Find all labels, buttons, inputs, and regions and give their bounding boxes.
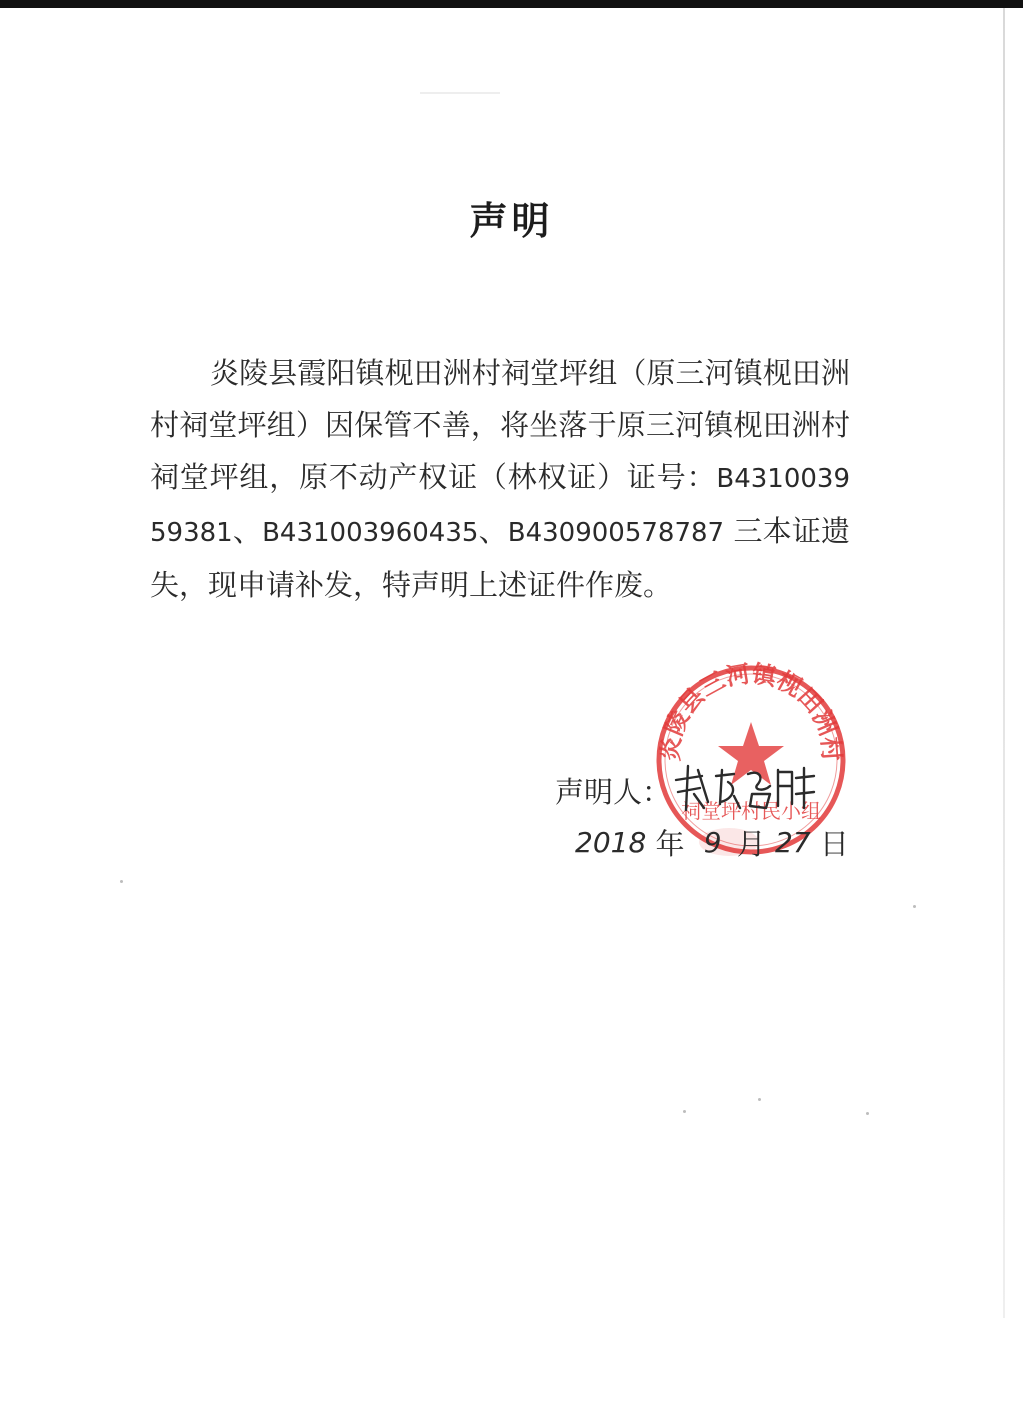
seal-outer-text: 炎陵县三河镇枧田洲村 bbox=[656, 660, 846, 762]
declaration-intro: 炎陵县霞阳镇枧田洲村祠堂坪组（原三河镇枧田洲村祠堂坪组）因保管不善，将坐落于原三河镇枧田洲村祠堂坪组，原不动产权证（林权证）证号： bbox=[150, 356, 850, 494]
certificate-number-1: B431003959381 bbox=[150, 464, 850, 548]
date-year-unit: 年 bbox=[655, 827, 685, 861]
declarant-label: 声明人： bbox=[555, 775, 672, 809]
date-day: 27 bbox=[775, 826, 811, 859]
certificate-number-2: B431003960435 bbox=[262, 518, 479, 548]
date-day-unit: 日 bbox=[819, 827, 849, 861]
scan-smudge bbox=[420, 92, 500, 94]
declaration-body bbox=[150, 347, 850, 611]
date-year: 2018 bbox=[575, 826, 647, 859]
signing-date bbox=[575, 822, 849, 872]
scan-speck bbox=[758, 1098, 761, 1101]
scan-speck bbox=[120, 880, 123, 883]
separator-1: 、 bbox=[232, 514, 263, 548]
date-month: 9 bbox=[703, 826, 722, 859]
separator-2: 、 bbox=[478, 514, 508, 548]
document-title: 声明 bbox=[469, 198, 554, 243]
handwritten-signature bbox=[668, 758, 818, 818]
declaration-outro: 三本证遗失，现申请补发，特声明上述证件作废。 bbox=[150, 514, 850, 602]
seal-inner-text: 祠堂坪村民小组 bbox=[681, 799, 821, 823]
scan-speck bbox=[913, 905, 916, 908]
scan-speck bbox=[866, 1112, 869, 1115]
declaration-paragraph bbox=[150, 347, 850, 611]
certificate-number-3: B430900578787 bbox=[507, 518, 725, 548]
scan-top-edge bbox=[0, 0, 1023, 8]
scan-speck bbox=[683, 1110, 686, 1113]
date-month-unit: 月 bbox=[736, 827, 766, 861]
